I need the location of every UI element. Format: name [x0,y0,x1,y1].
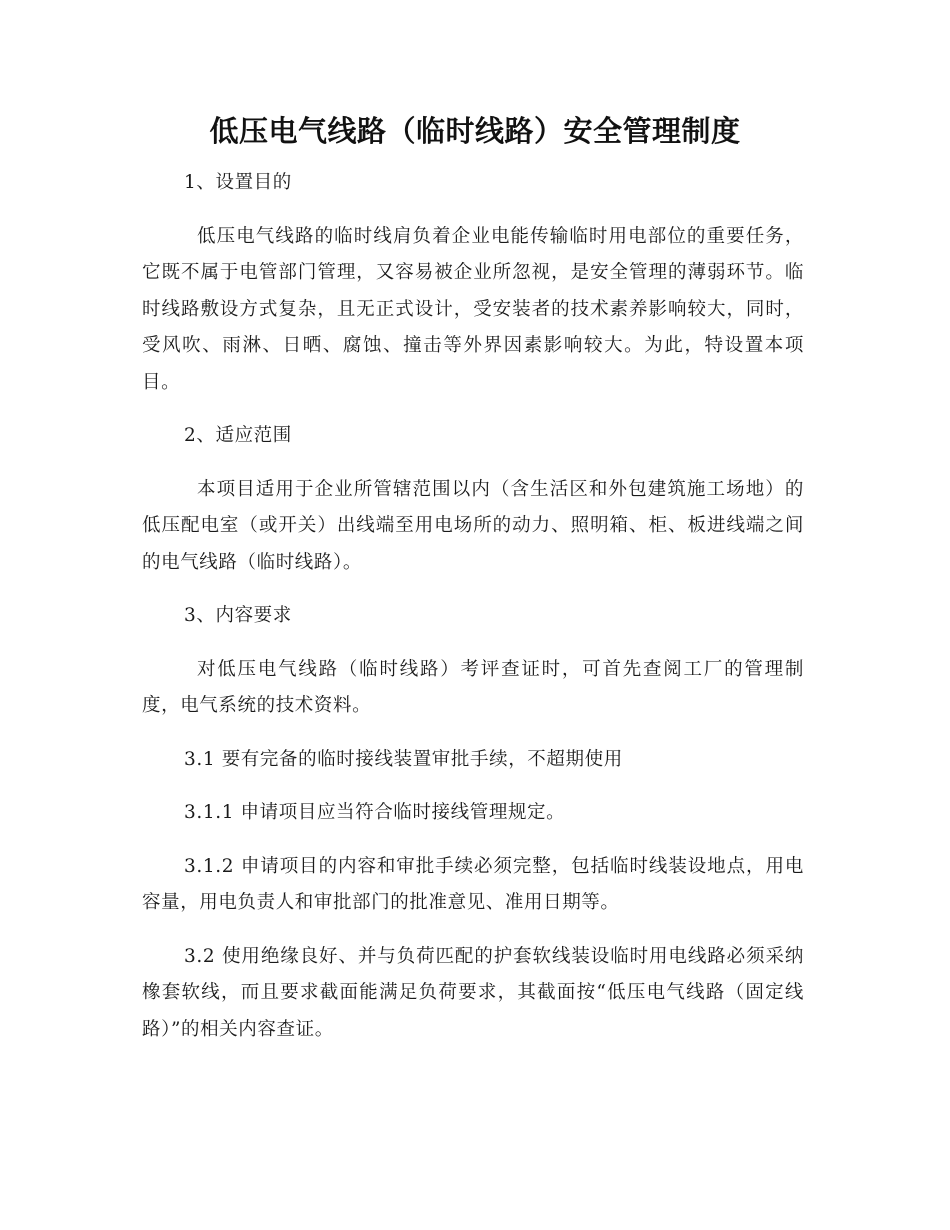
clause-3-1: 3.1 要有完备的临时接线装置审批手续，不超期使用 [184,748,623,770]
clause-3-2: 3.2 使用绝缘良好、并与负荷匹配的护套软线装设临时用电线路必须采纳橡套软线，而且要求截面能满足负荷要求，其截面按“低压电气线路（固定线路）”的相关内容查证。 [142,945,804,1040]
paragraph-purpose: 低压电气线路的临时线肩负着企业电能传输临时用电部位的重要任务，它既不属于电管部门管理，又容易被企业所忽视，是安全管理的薄弱环节。临时线路敷设方式复杂，且无正式设计，受安装者的技术素养影响较大，同时，受风吹、雨淋、日晒、腐蚀、撞击等外界因素影响较大。为此，特设置本项目。 [142,225,804,393]
clause-3-1-1: 3.1.1 申请项目应当符合临时接线管理规定。 [184,802,566,823]
section-heading-requirements: 3、内容要求 [184,605,292,626]
section-heading-purpose: 1、设置目的 [184,172,292,193]
paragraph-scope: 本项目适用于企业所管辖范围以内（含生活区和外包建筑施工场地）的低压配电室（或开关）出线端至用电场所的动力、照明箱、柜、板进线端之间的电气线路（临时线路）。 [142,478,804,573]
section-heading-scope: 2、适应范围 [184,425,292,446]
document-title: 低压电气线路（临时线路）安全管理制度 [209,114,741,148]
clause-3-1-2: 3.1.2 申请项目的内容和审批手续必须完整，包括临时线装设地点，用电容量，用电负责人和审批部门的批准意见、准用日期等。 [142,855,804,913]
document-body [142,165,804,1048]
paragraph-requirements-intro: 对低压电气线路（临时线路）考评查证时，可首先查阅工厂的管理制度，电气系统的技术资料。 [142,658,804,716]
